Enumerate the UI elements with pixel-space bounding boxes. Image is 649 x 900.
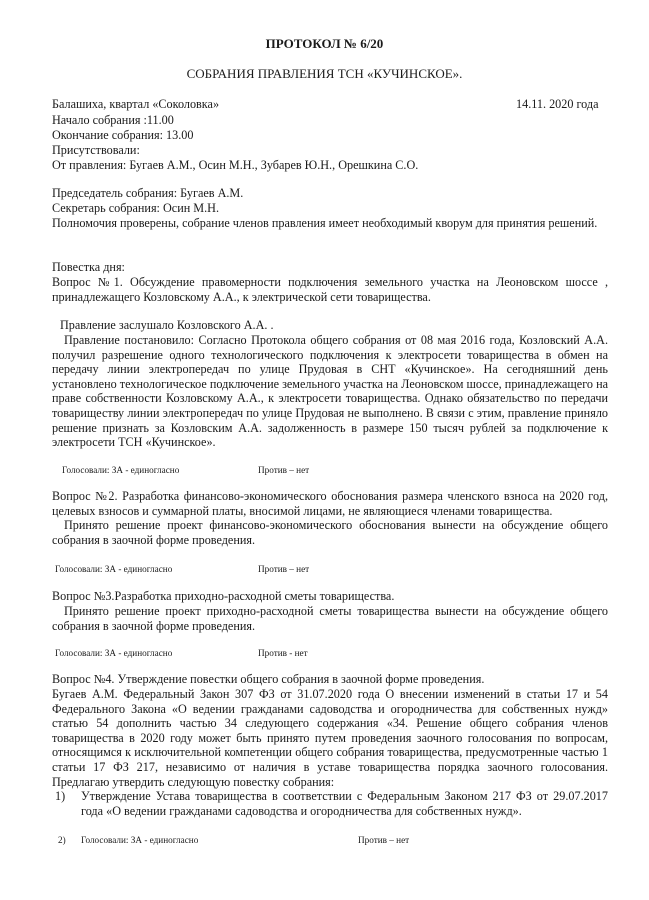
vote-against: Против – нет xyxy=(258,564,310,574)
item3-question: Вопрос №3.Разработка приходно-расходной сметы товарищества. xyxy=(52,589,395,603)
vote-for: Голосовали: ЗА - единогласно xyxy=(62,465,180,475)
vote-for: Голосовали: ЗА - единогласно xyxy=(81,835,199,845)
secretary: Секретарь собрания: Осин М.Н. xyxy=(52,201,220,215)
item4-question: Вопрос №4. Утверждение повестки общего собрания в заочной форме проведения. xyxy=(52,672,485,686)
agenda-question-1: Вопрос №1. Обсуждение правомерности подключения земельного участка на Леоновском шоссе , принадлежащего Козловскому А.А., к электрической сети товарищества. xyxy=(52,275,608,304)
meeting-place: Балашиха, квартал «Соколовка» xyxy=(52,97,220,111)
meeting-start: Начало собрания :11.00 xyxy=(52,113,174,127)
meeting-date: 14.11. 2020 года xyxy=(516,97,599,111)
item3-decision: Принято решение проект приходно-расходной сметы товарищества вынести на обсуждение общего собрания в заочной форме проведения. xyxy=(52,604,608,633)
item3-vote xyxy=(0,646,649,658)
item2-decision: Принято решение проект финансово-экономического обоснования вынести на обсуждение общего собрания в заочной форме проведения. xyxy=(52,518,608,547)
item2-vote xyxy=(0,562,649,574)
item1-heard: Правление заслушало Козловского А.А. . xyxy=(60,318,274,332)
vote-against: Против – нет xyxy=(358,835,410,845)
meeting-end: Окончание собрания: 13.00 xyxy=(52,128,194,142)
item2-question: Вопрос №2. Разработка финансово-экономического обоснования размера членского взноса на 2020 год, целевых взносов и суммарной платы, вносимой лицами, не являющиеся членами товарищества. xyxy=(52,489,608,518)
vote-against: Против - нет xyxy=(258,648,308,658)
list-item-number: 2) xyxy=(58,835,66,845)
vote-for: Голосовали: ЗА - единогласно xyxy=(55,564,173,574)
protocol-title: ПРОТОКОЛ № 6/20 xyxy=(265,36,384,51)
item1-decision: Правление постановило: Согласно Протокола общего собрания от 08 мая 2016 года, Козловский А.А. получил разрешение одного технологического подключения к электросети товарищества в обмен на передачу линии электропередач по улице Прудовая в СНТ «Кучинское». На сегодняшний день установлено технологическое подключение земельного участка на Леоновском шоссе, принадлежащего на праве собственности Козловскому А.А., к электросети товарищества. Однако обязательство по передачи товариществу линии электропередач по улице Прудовая не выполнено. В связи с этим, правление приняло решение признать за Козловским А.А. задолженность в размере 150 тысяч рублей за подключение к электросети ТСН «Кучинское». xyxy=(52,333,608,450)
item4-speech: Бугаев А.М. Федеральный Закон 307 ФЗ от 31.07.2020 года О внесении изменений в статьи 17 и 54 Федерального Закона «О ведении гражданами садоводства и огородничества для собственных нужд» статью 54 дополнить частью 34 следующего содержания «34. Решение общего собрания членов товарищества в 2020 году может быть принято путем проведения заочного голосования по вопросам, относящимся к исключительной компетенции общего собрания товарищества, предусмотренные частью 1 статьи 17 ФЗ 217, независимо от наличия в уставе товарищества порядка заочного голосования. Предлагаю утвердить следующую повестку собрания: xyxy=(52,687,608,789)
list-item-number: 1) xyxy=(55,789,66,803)
protocol-subtitle: СОБРАНИЯ ПРАВЛЕНИЯ ТСН «КУЧИНСКОЕ». xyxy=(186,66,463,81)
agenda-label: Повестка дня: xyxy=(52,260,125,274)
present-board: От правления: Бугаев А.М., Осин М.Н., Зубарев Ю.Н., Орешкина С.О. xyxy=(52,158,419,172)
present-label: Присутствовали: xyxy=(52,143,140,157)
list-item xyxy=(0,833,649,845)
list-item-text: Утверждение Устава товарищества в соответствии с Федеральным Законом 217 ФЗ от 29.07.2017 года «О ведении гражданами садоводства и огородничества для собственных нужд». xyxy=(81,789,608,818)
quorum-statement: Полномочия проверены, собрание членов правления имеет необходимый кворум для принятия решений. xyxy=(52,216,598,230)
vote-against: Против – нет xyxy=(258,465,310,475)
item1-vote xyxy=(0,463,649,475)
vote-for: Голосовали: ЗА - единогласно xyxy=(55,648,173,658)
chairman: Председатель собрания: Бугаев А.М. xyxy=(52,186,244,200)
